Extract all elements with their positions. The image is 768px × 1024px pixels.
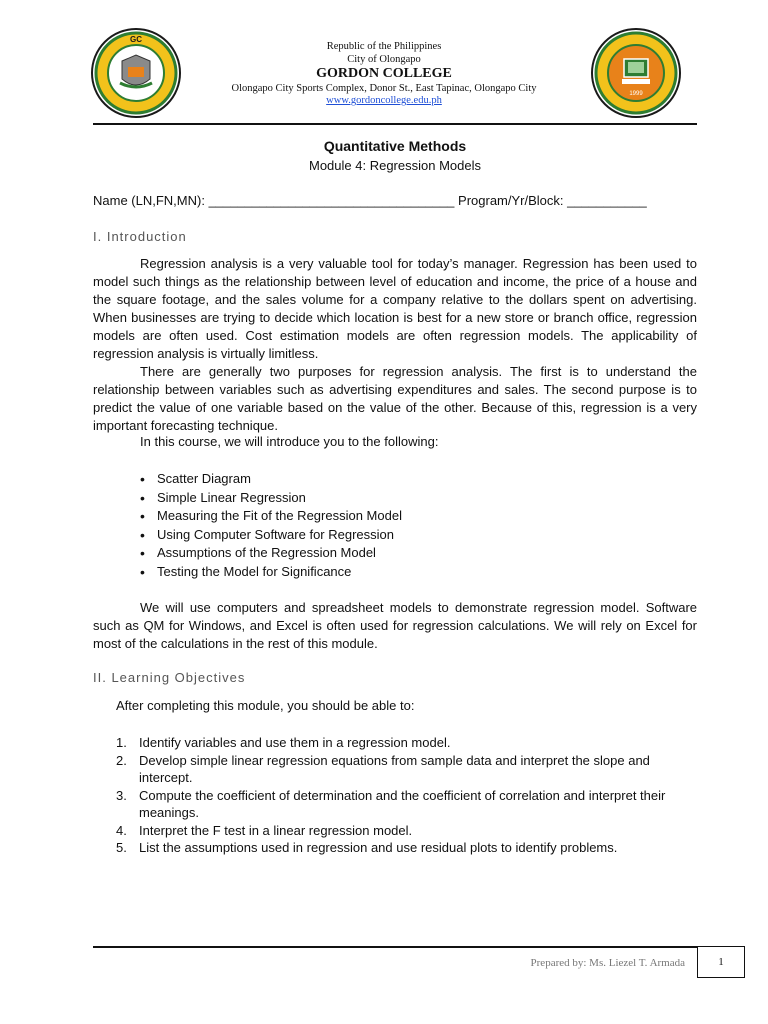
list-item: • Assumptions of the Regression Model xyxy=(138,544,402,563)
list-item: • Scatter Diagram xyxy=(138,470,402,489)
college-address: Olongapo City Sports Complex, Donor St., East Tapinac, Olongapo City xyxy=(231,83,537,94)
website-link-wrap xyxy=(174,95,594,106)
list-item: • Testing the Model for Significance xyxy=(138,563,402,582)
topics-list xyxy=(138,470,402,582)
header-line-republic: Republic of the Philippines xyxy=(326,41,442,52)
student-info-line xyxy=(93,193,647,208)
list-item: 4. Interpret the F test in a linear regression model. xyxy=(116,822,413,838)
page-number: 1 xyxy=(697,946,745,978)
list-item: • Using Computer Software for Regression xyxy=(138,526,402,545)
intro-paragraph-4: We will use computers and spreadsheet models to demonstrate regression model. Software such as QM for Windows, and Excel is often used for regression calculations. We will rely on Excel for most of the calculations in the rest of this module. xyxy=(93,600,697,651)
name-field[interactable]: __________________________________ xyxy=(208,193,455,208)
list-item: • Measuring the Fit of the Regression Model xyxy=(138,507,402,526)
website-link[interactable]: www.gordoncollege.edu.ph xyxy=(326,95,442,106)
section-heading-introduction: I. Introduction xyxy=(93,229,187,244)
ccs-seal-right-icon xyxy=(590,27,682,119)
module-title: Module 4: Regression Models xyxy=(309,158,481,173)
list-item: 3. Compute the coefficient of determination and the coefficient of correlation and interpret their meanings. xyxy=(116,787,666,820)
name-label: Name (LN,FN,MN): xyxy=(93,193,205,208)
header-line-city: City of Olongapo xyxy=(347,54,421,65)
program-label: Program/Yr/Block: xyxy=(458,193,564,208)
college-name: GORDON COLLEGE xyxy=(316,66,452,81)
intro-paragraph-3: In this course, we will introduce you to the following: xyxy=(140,434,439,449)
course-title: Quantitative Methods xyxy=(323,138,467,154)
list-item: 1. Identify variables and use them in a regression model. xyxy=(116,735,451,750)
svg-text:1999: 1999 xyxy=(629,91,643,97)
svg-text:GC: GC xyxy=(130,35,142,44)
list-item: 5. List the assumptions used in regression and use residual plots to identify problems. xyxy=(116,840,618,855)
header-divider xyxy=(93,123,697,125)
section-heading-objectives: II. Learning Objectives xyxy=(93,670,246,685)
program-field[interactable]: ___________ xyxy=(567,193,647,208)
objectives-list xyxy=(116,734,698,857)
footer-divider xyxy=(93,946,697,948)
list-item: 2. Develop simple linear regression equations from sample data and interpret the slope and intercept. xyxy=(116,752,650,785)
objectives-lead: After completing this module, you should be able to: xyxy=(116,698,415,713)
prepared-by: Prepared by: Ms. Liezel T. Armada xyxy=(530,957,685,969)
intro-paragraph-1: Regression analysis is a very valuable tool for today’s manager. Regression has been used to model such things as the relationship between level of education and income, the price of a house and the square footage, and the sales volume for a company relative to the dollars spent on advertising. When businesses are trying to decide which location is best for a new store or branch office, regression models are often used. Cost estimation models are often regression models. The applicability of regression analysis is virtually limitless. xyxy=(93,256,697,361)
list-item: • Simple Linear Regression xyxy=(138,489,402,508)
college-seal-left-icon xyxy=(90,27,182,119)
intro-paragraph-2: There are generally two purposes for regression analysis. The first is to understand the relationship between variables such as advertising expenditures and sales. The second purpose is to predict the value of one variable based on the value of the other. Because of this, regression is a very important forecasting technique. xyxy=(93,364,697,433)
